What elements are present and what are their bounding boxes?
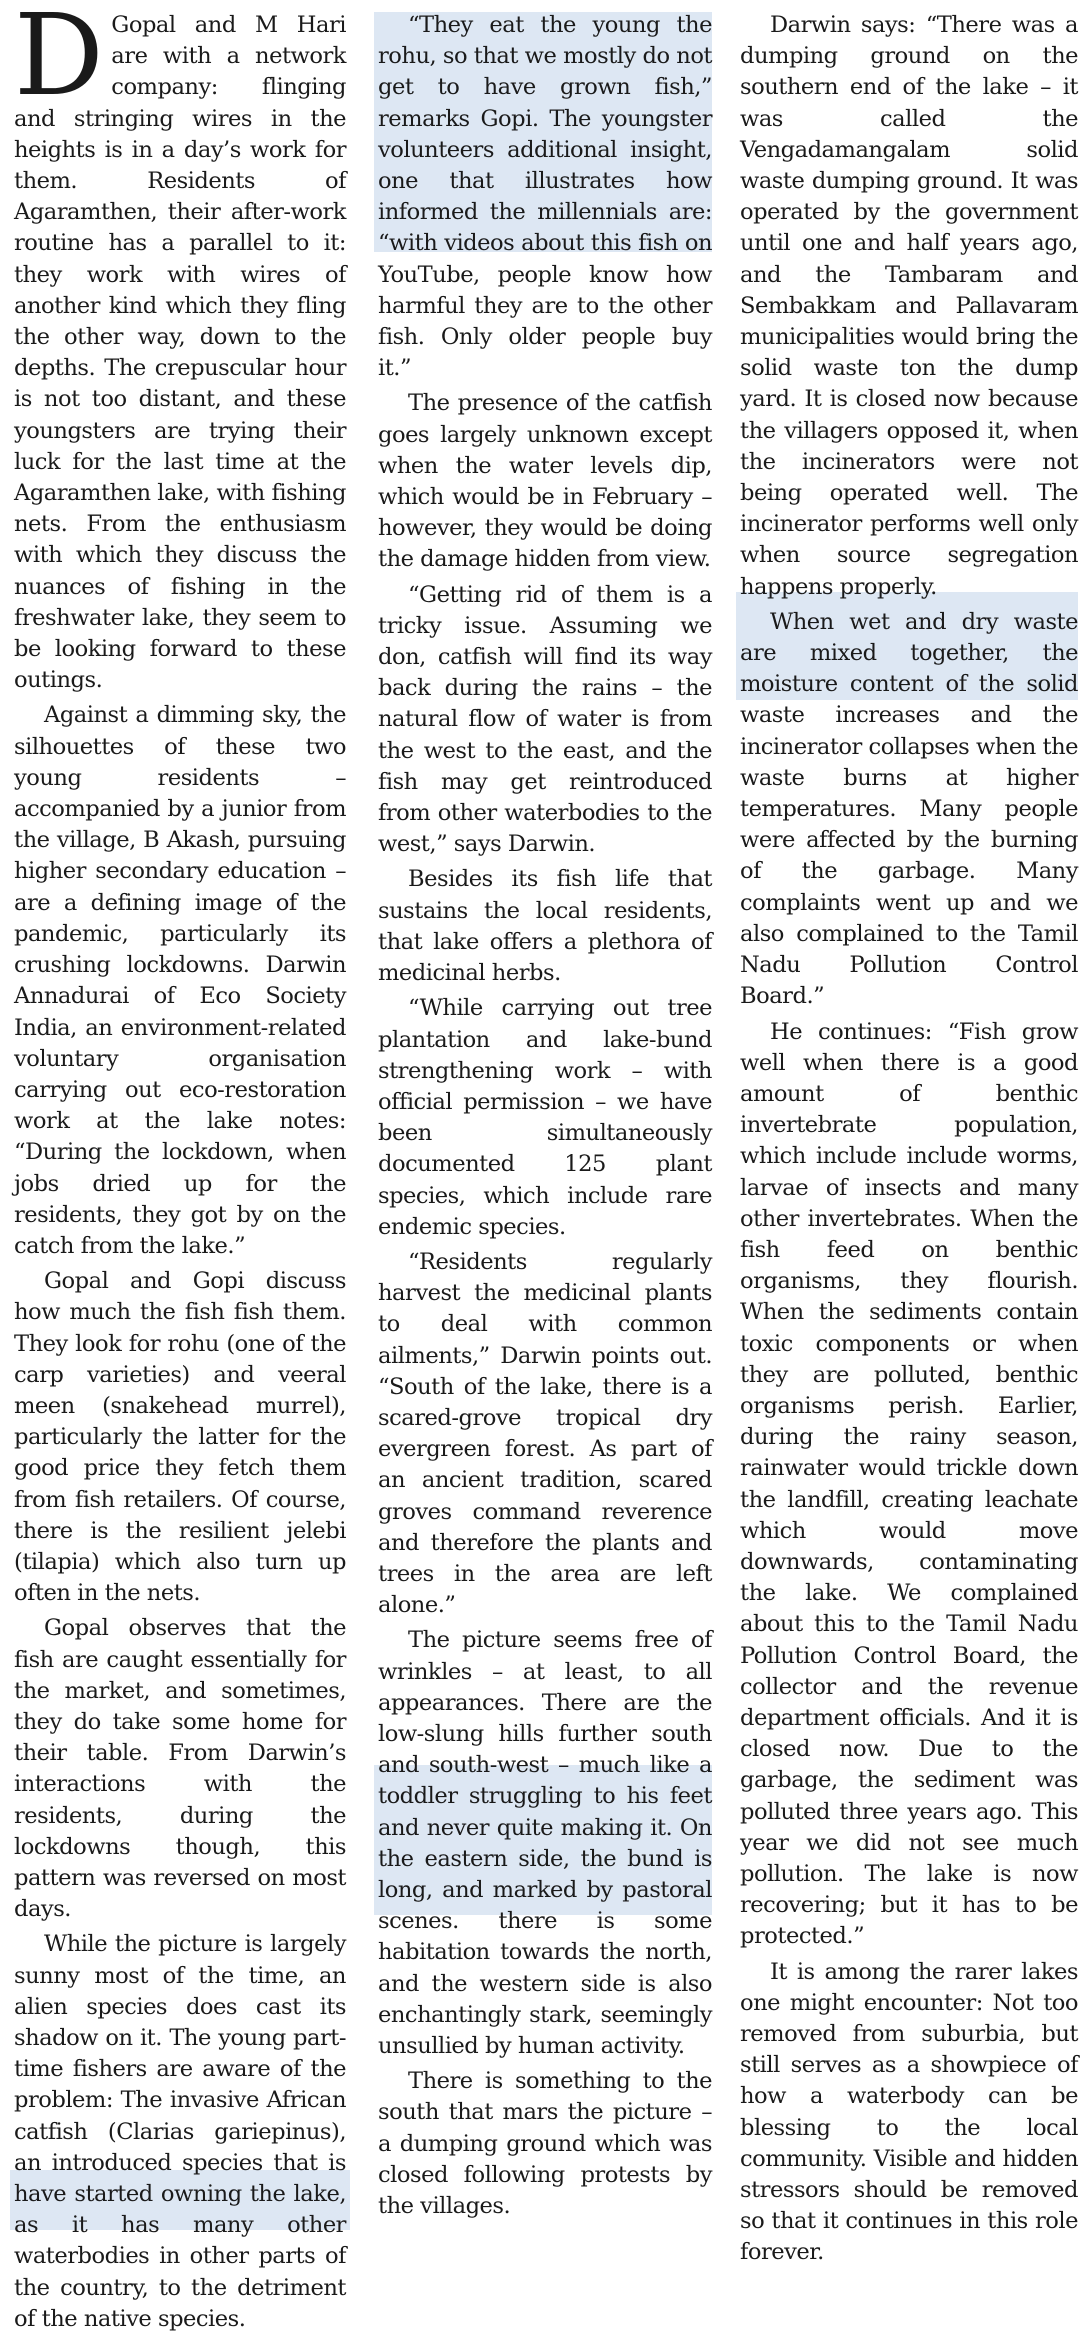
paragraph: It is among the rarer lakes one might encounter: Not too removed from suburbia, but still serves as a showpiece of how a waterbody can be blessing to the local community. Visible and hidden stressors should be removed so that it continues in this role forever. [740, 1958, 1078, 2266]
paragraph: Darwin says: “There was a dumping ground on the southern end of the lake – it was called the Vengadamangalam solid waste dumping ground. It was operated by the government until one and half years ago, and the Tambaram and Sembakkam and Pallavaram municipalities would bring the solid waste ton the dump yard. It is closed now because the villagers opposed it, when the incinerators were not being operated well. The incinerator performs well only when source segregation happens properly. [740, 12, 1078, 600]
paragraph: There is something to the south that mars the picture – a dumping ground which was closed following protests by the villages. [378, 2068, 712, 2220]
paragraph: “Getting rid of them is a tricky issue. Assuming we don, catfish will find its way back during the rains – the natural flow of water is from the west to the east, and the fish may get reintroduced from other waterbodies to the west,” says Darwin. [378, 581, 712, 858]
paragraph: Gopal observes that the fish are caught essentially for the market, and sometimes, they do take some home for their table. From Darwin’s interactions with the residents, during the lockdowns though, this pattern was reversed on most days. [14, 1615, 346, 1923]
paragraph: “Residents regularly harvest the medicinal plants to deal with common ailments,” Darwin points out. “South of the lake, there is a scared-grove tropical dry evergreen forest. As part of an ancient tradition, scared groves command reverence and therefore the plants and trees in the area are left alone.” [378, 1248, 712, 1619]
paragraph: The presence of the catfish goes largely unknown except when the water levels dip, which would be in February – however, they would be doing the damage hidden from view. [378, 390, 712, 573]
article-column-1 [14, 0, 346, 2332]
paragraph: Against a dimming sky, the silhouettes of these two young residents – accompanied by a junior from the village, B Akash, pursuing higher secondary education – are a defining image of the pandemic, particularly its crushing lockdowns. Darwin Annadurai of Eco Society India, an environment-related voluntary organisation carrying out eco-restoration work at the lake notes: “During the lockdown, when jobs dried up for the residents, they got by on the catch from the lake.” [14, 702, 346, 1259]
paragraph: He continues: “Fish grow well when there is a good amount of benthic invertebrate population, which include include worms, larvae of insects and many other invertebrates. When the fish feed on benthic organisms, they flourish. When the sediments contain toxic components or when they are polluted, benthic organisms perish. Earlier, during the rainy season, rainwater would trickle down the landfill, creating leachate which would move downwards, contaminating the lake. We complained about this to the Tamil Nadu Pollution Control Board, the collector and the revenue department officials. And it is closed now. Due to the garbage, the sediment was polluted three years ago. This year we did not see much pollution. The lake is now recovering; but it has to be protected.” [740, 1018, 1078, 1950]
paragraph: “They eat the young the rohu, so that we mostly do not get to have grown fish,” remarks Gopi. The youngster volunteers additional insight, one that illustrates how informed the millennials are: “with videos about this fish on YouTube, people know how harmful they are to the other fish. Only older people buy it.” [378, 12, 712, 382]
paragraph: “While carrying out tree plantation and lake-bund strengthening work – with official permission – we have been simultaneously documented 125 plant species, which include rare endemic species. [378, 995, 712, 1240]
paragraph: When wet and dry waste are mixed together, the moisture content of the solid waste increases and the incinerator collapses when the waste burns at higher temperatures. Many people were affected by the burning of the garbage. Many complaints went up and we also complained to the Tamil Nadu Pollution Control Board.” [740, 608, 1078, 1010]
article-column-2 [378, 10, 712, 2250]
article-column-3 [740, 10, 1078, 2266]
paragraph: Gopal and M Hari are with a network company: flinging and stringing wires in the heights is in a day’s work for them. Residents of Agaramthen, their after-work routine has a parallel to it: they work with wires of another kind which they fling the other way, down to the depths. The crepuscular hour is not too distant, and these youngsters are trying their luck for the last time at the Agaramthen lake, with fishing nets. From the enthusiasm with which they discuss the nuances of fishing in the freshwater lake, they seem to be looking forward to these outings. [14, 12, 346, 694]
paragraph: The picture seems free of wrinkles – at least, to all appearances. There are the low-slung hills further south and south-west – much like a toddler struggling to his feet and never quite making it. On the eastern side, the bund is long, and marked by pastoral scenes. there is some habitation towards the north, and the western side is also enchantingly stark, seemingly unsullied by human activity. [378, 1627, 712, 2059]
drop-cap: D [14, 0, 104, 121]
paragraph: Besides its fish life that sustains the local residents, that lake offers a plethora of medicinal herbs. [378, 866, 712, 987]
paragraph: Gopal and Gopi discuss how much the fish fish them. They look for rohu (one of the carp varieties) and veeral meen (snakehead murrel), particularly the latter for the good price they fetch them from fish retailers. Of course, there is the resilient jelebi (tilapia) which also turn up often in the nets. [14, 1268, 346, 1607]
paragraph: While the picture is largely sunny most of the time, an alien species does cast its shadow on it. The young part-time fishers are aware of the problem: The invasive African catfish (Clarias gariepinus), an introduced species that is have started owning the lake, as it has many other waterbodies in other parts of the country, to the detriment of the native species. [14, 1931, 346, 2332]
